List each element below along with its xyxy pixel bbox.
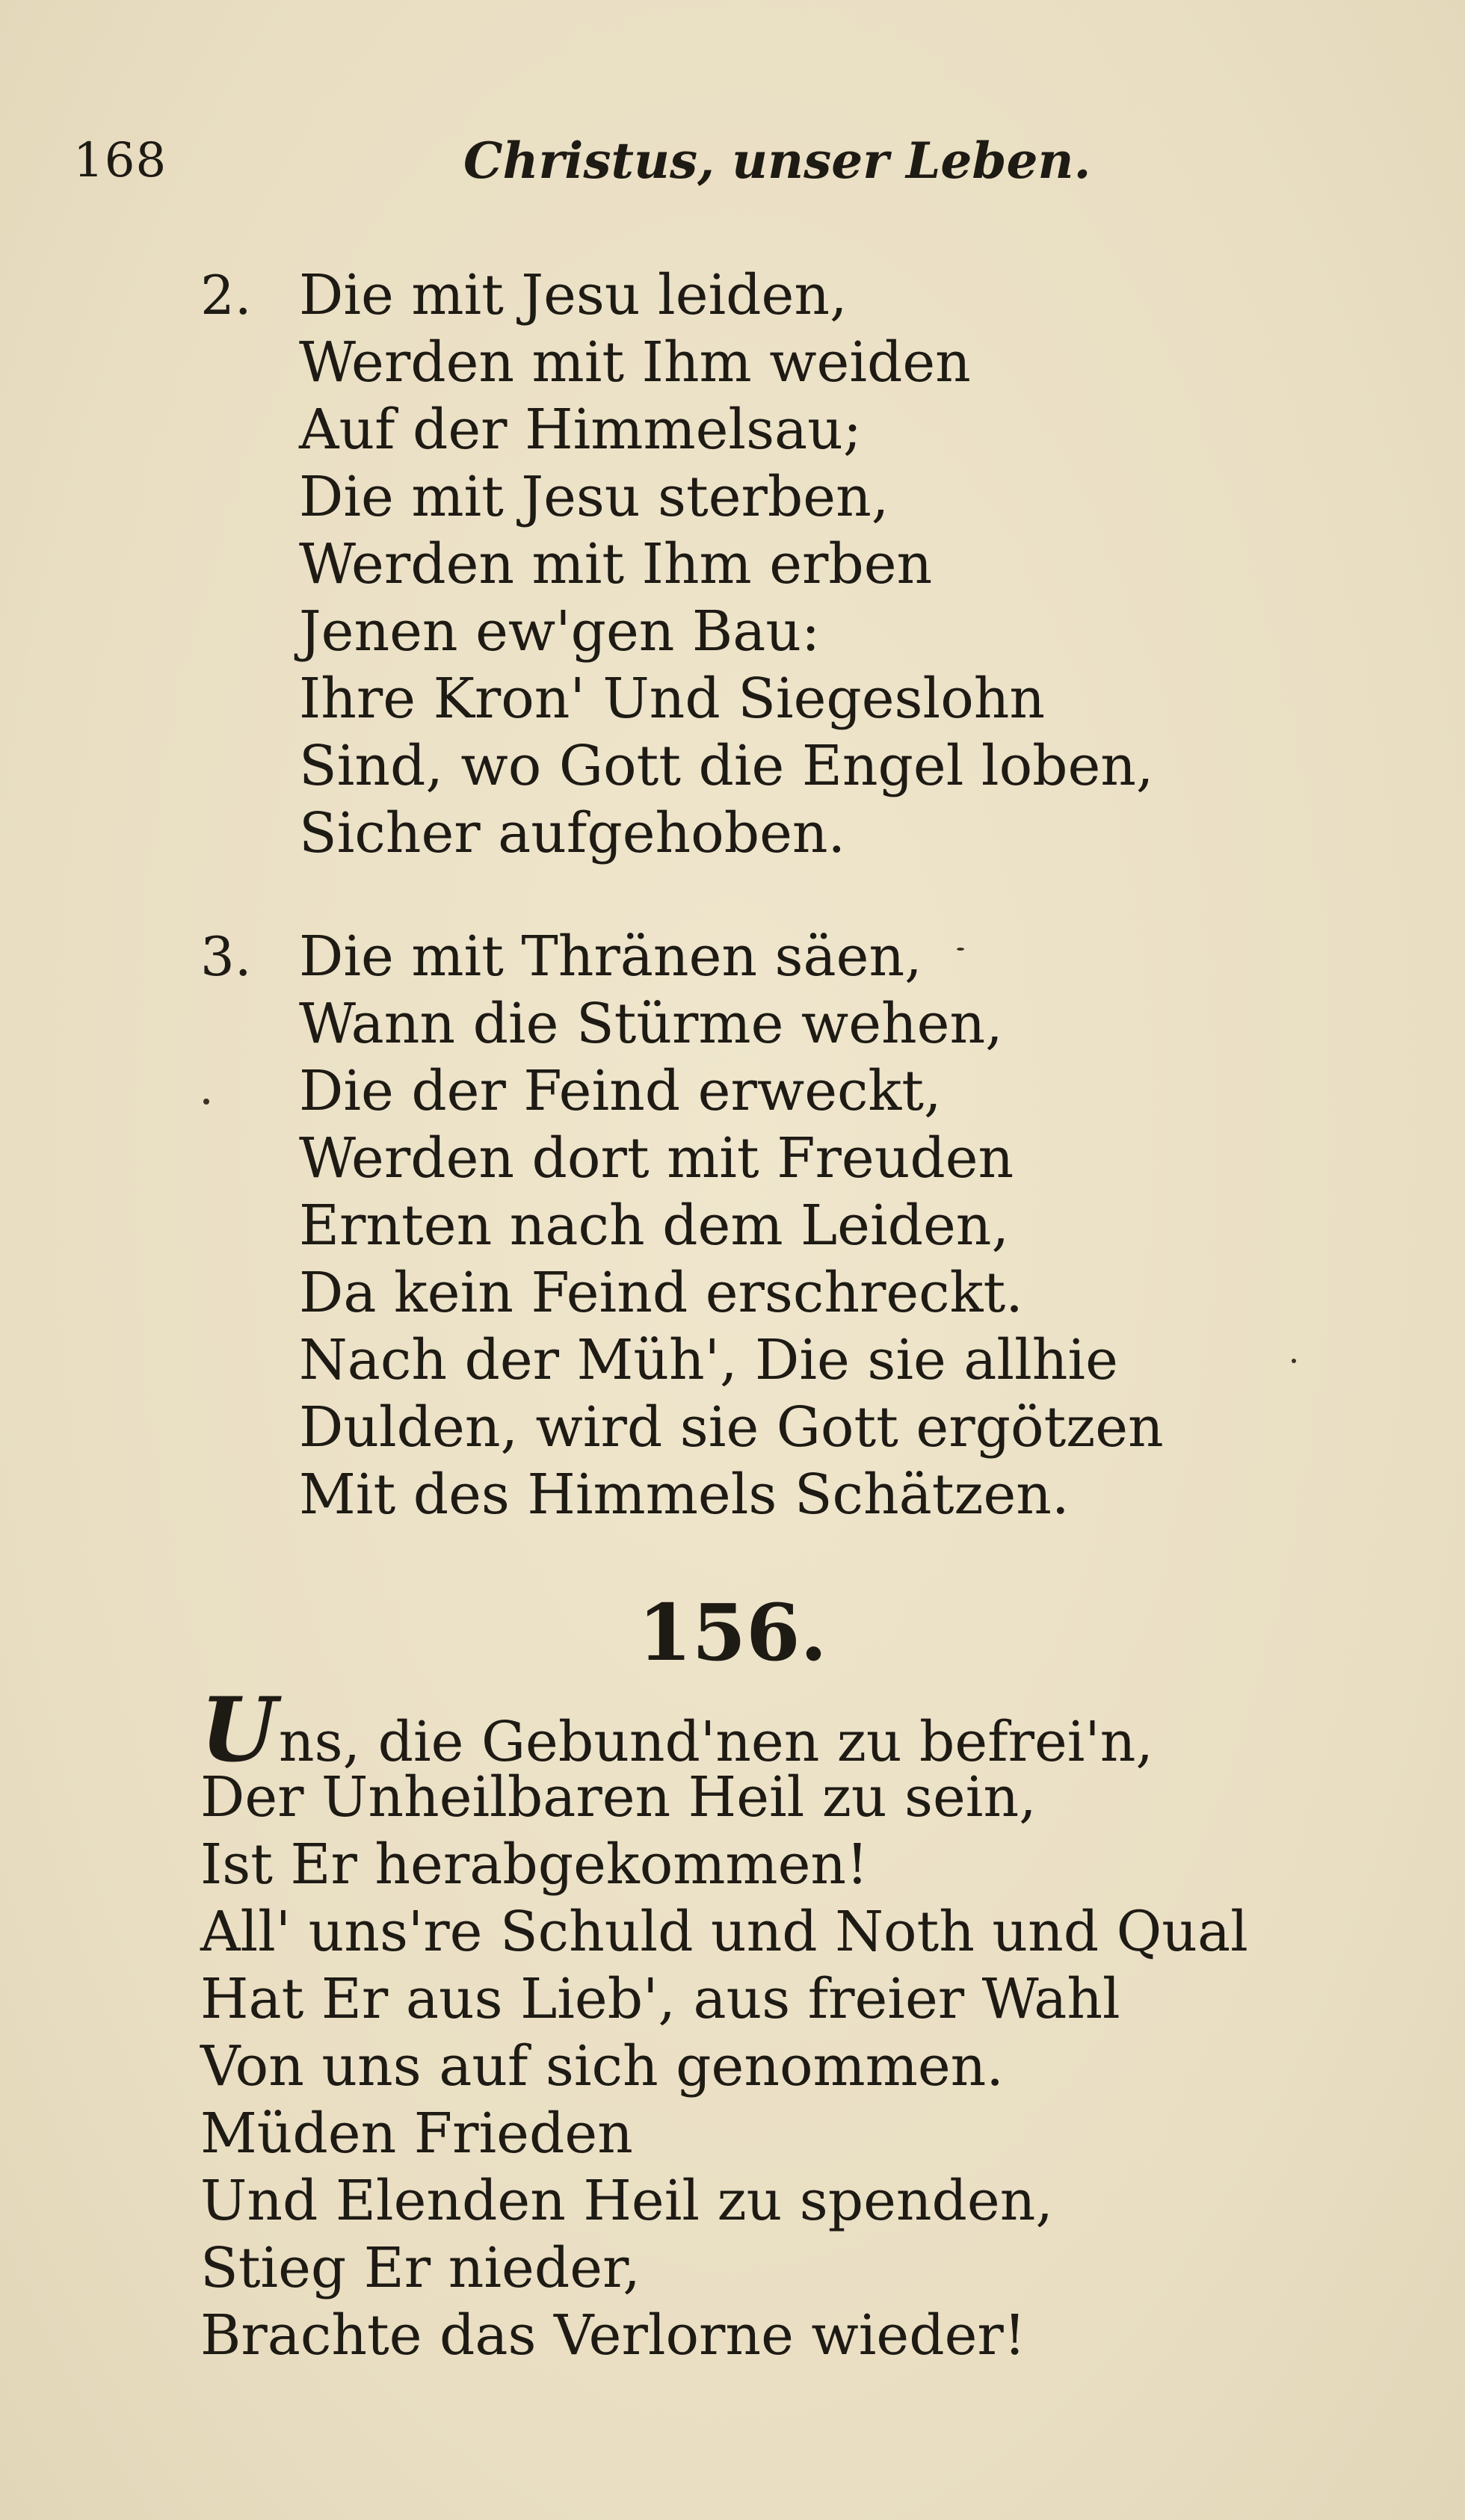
stanza-number: 2. <box>200 264 252 327</box>
verse-line: Ist Er herabgekommen! <box>200 1832 869 1897</box>
verse-line: Werden mit Ihm weiden <box>299 330 971 395</box>
verse-line: Stieg Er nieder, <box>200 2236 641 2300</box>
verse-line: Müden Frieden <box>200 2101 633 2166</box>
first-line-text: ns, die Gebund'nen zu befrei'n, <box>278 1710 1153 1774</box>
verse-line: Ernten nach dem Leiden, <box>299 1193 1009 1258</box>
hymn-number: 156. <box>638 1587 827 1679</box>
verse-line: Werden mit Ihm erben <box>299 532 933 596</box>
verse-line: Der Unheilbaren Heil zu sein, <box>200 1765 1037 1829</box>
verse-line: Dulden, wird sie Gott ergötzen <box>299 1395 1164 1460</box>
stanza-number: 3. <box>200 925 252 988</box>
page-number: 168 <box>73 133 167 188</box>
paper-speck <box>957 948 964 951</box>
verse-line: Die der Feind erweckt, <box>299 1059 942 1123</box>
running-title: Christus, unser Leben. <box>463 132 1091 190</box>
verse-line: Ihre Kron' Und Siegeslohn <box>299 667 1046 731</box>
verse-line: Sind, wo Gott die Engel loben, <box>299 734 1154 798</box>
verse-line: Da kein Feind erschreckt. <box>299 1261 1023 1325</box>
verse-line: Hat Er aus Lieb', aus freier Wahl <box>200 1967 1120 2031</box>
paper-speck <box>203 1099 209 1105</box>
verse-line: Brachte das Verlorne wieder! <box>200 2303 1026 2368</box>
verse-line: Wann die Stürme wehen, <box>299 992 1003 1056</box>
verse-line: Sicher aufgehoben. <box>299 801 846 865</box>
verse-line: Die mit Jesu sterben, <box>299 465 889 529</box>
page-header <box>0 127 1465 194</box>
verse-line: Auf der Himmelsau; <box>299 398 862 462</box>
verse-line: Die mit Thränen säen, <box>299 924 922 989</box>
verse-line: Werden dort mit Freuden <box>299 1126 1014 1190</box>
paper-speck <box>1292 1359 1296 1363</box>
verse-line: Und Elenden Heil zu spenden, <box>200 2169 1053 2233</box>
verse-line: Mit des Himmels Schätzen. <box>299 1463 1070 1527</box>
verse-line: Jenen ew'gen Bau: <box>299 599 821 664</box>
verse-line: Nach der Müh', Die sie allhie <box>299 1328 1118 1392</box>
verse-line: Von uns auf sich genommen. <box>200 2034 1004 2099</box>
drop-cap-initial: U <box>200 1678 277 1782</box>
verse-line: All' uns're Schuld und Noth und Qual <box>200 1900 1248 1964</box>
verse-line: Die mit Jesu leiden, <box>299 263 848 327</box>
